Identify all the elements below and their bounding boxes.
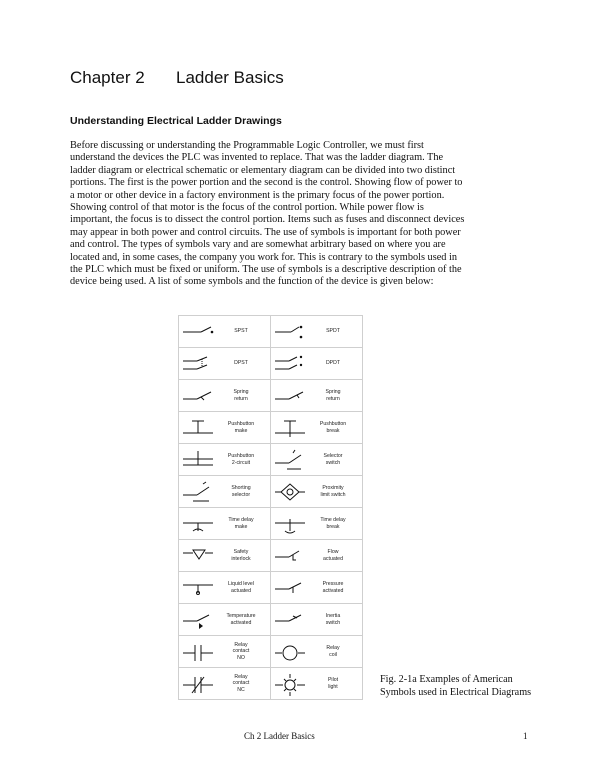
symbol-label: Spring return (233, 389, 249, 402)
schematic-symbol-icon (275, 511, 307, 537)
body-line: Before discussing or understanding the Programmable Logic Controller, we must first (70, 140, 424, 151)
symbol-label: Pushbutton 2-circuit (227, 453, 255, 466)
symbol-label: Flow actuated (323, 549, 343, 562)
schematic-symbol-icon (275, 383, 307, 409)
body-line: device being used. A list of some symbols and the function of the device is given below: (70, 276, 434, 288)
symbol-cell (179, 572, 271, 604)
symbol-cell (271, 476, 363, 508)
schematic-symbol-icon (183, 511, 215, 537)
symbol-label: Time delay make (228, 517, 254, 530)
schematic-symbol-icon (183, 671, 215, 697)
chapter-number: Chapter 2 (70, 68, 145, 87)
symbol-cell (179, 636, 271, 668)
symbol-row (179, 444, 363, 476)
schematic-symbol-icon (183, 639, 215, 665)
symbol-label: Relay contact NO (232, 641, 250, 661)
body-line: Showing control of that motor is the focus of the control portion. While power flow is (70, 202, 424, 214)
schematic-symbol-icon (183, 575, 215, 601)
symbol-label: Spring return (325, 389, 341, 402)
symbol-label: Pilot light (327, 677, 339, 690)
body-line: portions. The first is the power portion and the second is the control. Showing flow of power to (70, 177, 463, 189)
symbol-row (179, 508, 363, 540)
symbol-row (179, 380, 363, 412)
page-footer: Ch 2 Ladder Basics (244, 731, 315, 741)
symbol-row (179, 412, 363, 444)
schematic-symbol-icon (275, 447, 307, 473)
page-number: 1 (523, 731, 528, 741)
schematic-symbol-icon (183, 415, 215, 441)
symbol-label: Safety interlock (231, 549, 251, 562)
schematic-symbol-icon (183, 543, 215, 569)
schematic-symbol-icon (275, 671, 307, 697)
schematic-symbol-icon (183, 351, 215, 377)
symbol-label: Selector switch (323, 453, 343, 466)
symbol-label: SPST (234, 328, 248, 335)
symbol-cell (179, 476, 271, 508)
symbol-cell (271, 316, 363, 348)
symbol-cell (271, 572, 363, 604)
schematic-symbol-icon (275, 607, 307, 633)
symbol-label: Inertia switch (325, 613, 341, 626)
symbol-row (179, 476, 363, 508)
schematic-symbol-icon (183, 607, 215, 633)
schematic-symbol-icon (275, 639, 307, 665)
symbol-cell (271, 380, 363, 412)
symbol-cell (271, 604, 363, 636)
body-line: understand the devices the PLC was invented to replace. That was the ladder diagram. The (70, 152, 444, 164)
symbol-label: Shorting selector (231, 485, 251, 498)
body-line: ladder diagram or electrical schematic or elementary diagram can be divided into two distinct (70, 164, 456, 176)
symbol-cell (271, 444, 363, 476)
symbol-cell (271, 412, 363, 444)
symbol-cell (271, 668, 363, 700)
symbol-label: Relay contact NC (232, 673, 250, 693)
schematic-symbol-icon (275, 575, 307, 601)
symbol-cell (179, 540, 271, 572)
symbol-row (179, 316, 363, 348)
body-line: the PLC which must be fixed or uniform. The use of symbols is a descriptive description of the (70, 264, 462, 276)
symbol-cell (271, 508, 363, 540)
symbol-label: Relay coil (326, 645, 340, 658)
symbol-cell (179, 380, 271, 412)
body-line: and control. The types of symbols vary and are somewhat arbitrary based on where you are (70, 239, 446, 251)
body-line: a motor or other device in a factory environment is the primary focus of the power portion. (70, 189, 445, 201)
symbol-cell (179, 316, 271, 348)
symbol-label: Pressure activated (322, 581, 344, 594)
body-line: important, the focus is to dissect the control portion. Items such as fuses and disconnect devices (70, 214, 465, 226)
symbol-cell (179, 508, 271, 540)
schematic-symbol-icon (275, 319, 307, 345)
symbol-row (179, 668, 363, 700)
symbol-label: Proximity limit switch (320, 485, 346, 498)
symbol-cell (271, 348, 363, 380)
symbol-row (179, 572, 363, 604)
symbol-row (179, 636, 363, 668)
caption-line-2: Symbols used in Electrical Diagrams (380, 687, 532, 698)
schematic-symbol-icon (183, 447, 215, 473)
symbol-label: Pushbutton break (319, 421, 347, 434)
body-paragraph (70, 140, 540, 289)
symbol-cell (179, 348, 271, 380)
symbol-label: Pushbutton make (227, 421, 255, 434)
schematic-symbol-icon (275, 479, 307, 505)
body-line: located and, in some cases, the company you work for. This is contrary to the symbols used in (70, 251, 458, 263)
symbol-row (179, 348, 363, 380)
symbol-cell (179, 668, 271, 700)
symbol-label: Temperature activated (226, 613, 256, 626)
section-heading: Understanding Electrical Ladder Drawings (70, 115, 282, 127)
schematic-symbol-icon (183, 319, 215, 345)
symbol-cell (179, 444, 271, 476)
symbol-cell (271, 636, 363, 668)
caption-line-1: Fig. 2-1a Examples of American (380, 674, 513, 685)
chapter-heading (70, 68, 284, 88)
chapter-title: Ladder Basics (176, 68, 284, 87)
symbol-row (179, 540, 363, 572)
symbol-label: DPST (234, 360, 248, 367)
figure-caption (380, 673, 531, 699)
schematic-symbol-icon (275, 415, 307, 441)
schematic-symbol-icon (183, 479, 215, 505)
symbol-cell (179, 604, 271, 636)
schematic-symbol-icon (275, 351, 307, 377)
symbol-cell (271, 540, 363, 572)
schematic-symbol-icon (275, 543, 307, 569)
symbol-label: Time delay break (320, 517, 346, 530)
symbol-label: Liquid level actuated (228, 581, 254, 594)
symbol-table (178, 315, 363, 700)
schematic-symbol-icon (183, 383, 215, 409)
symbol-label: DPDT (325, 360, 341, 367)
symbol-label: SPDT (326, 328, 340, 335)
body-line: may appear in both power and control circuits. The use of symbols is important for both power (70, 226, 461, 238)
symbol-row (179, 604, 363, 636)
symbol-cell (179, 412, 271, 444)
